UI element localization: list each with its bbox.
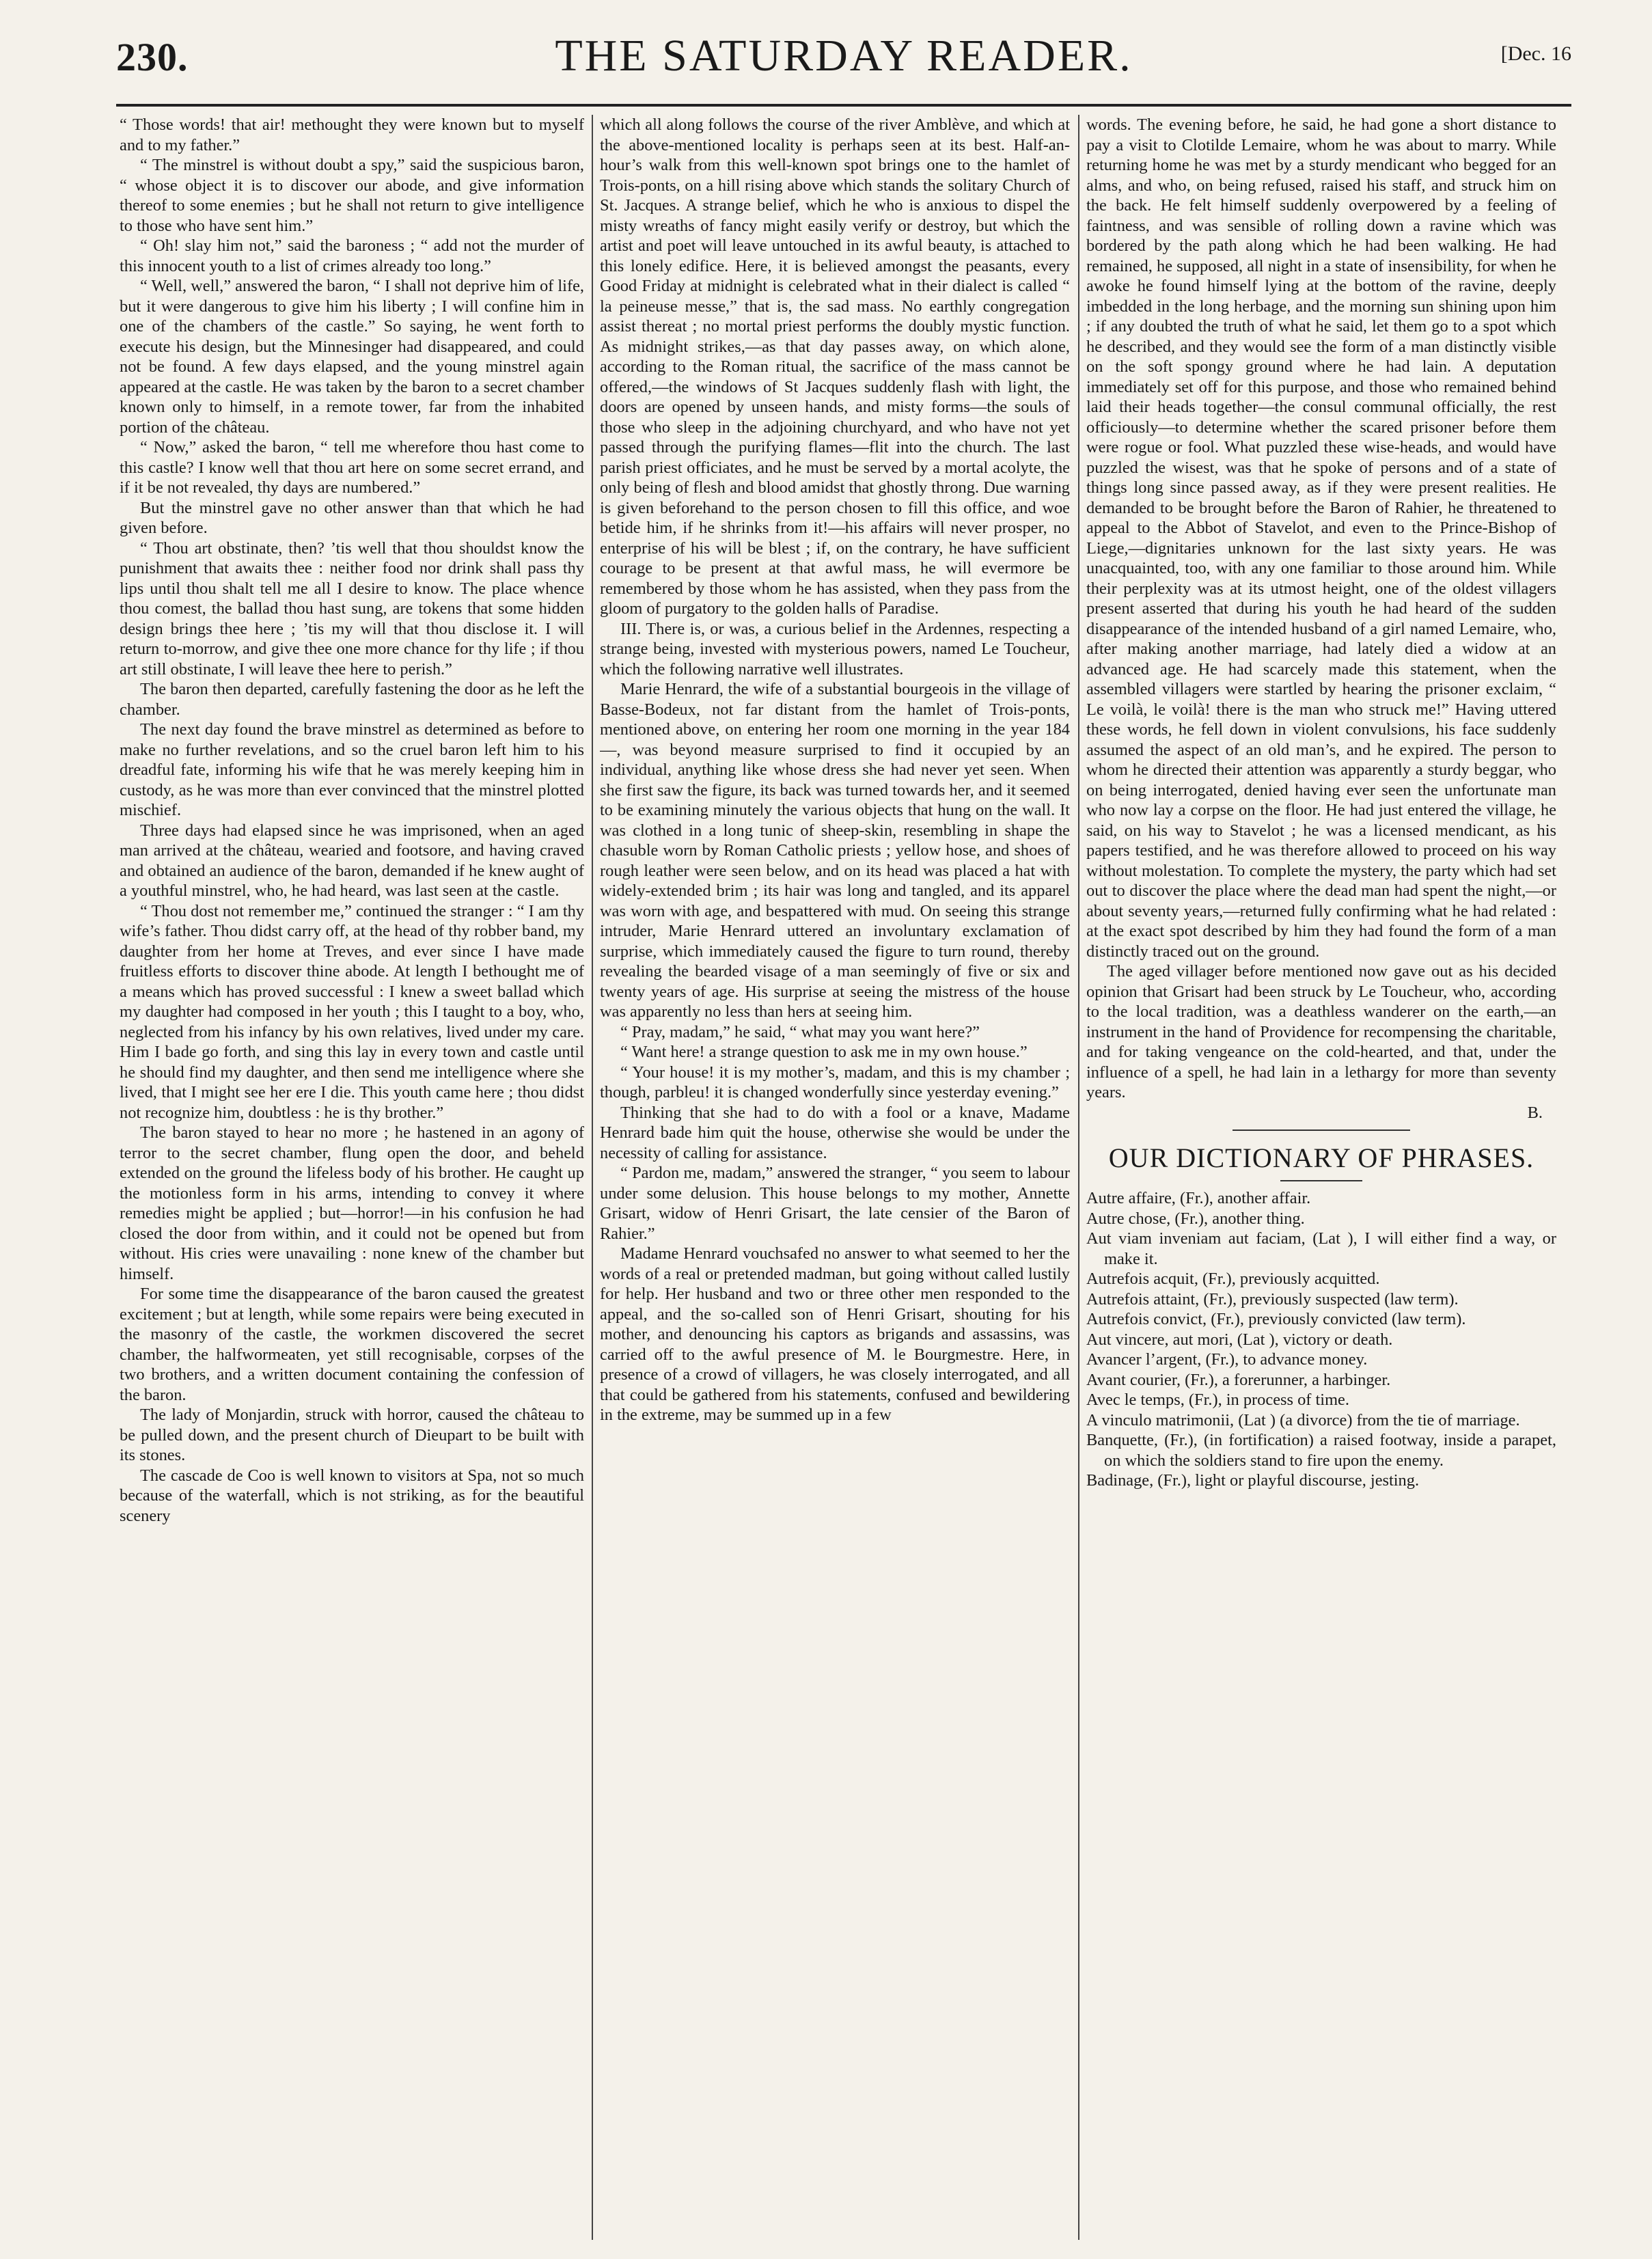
dictionary-entry: Badinage, (Fr.), light or playful discourse, jesting. — [1086, 1471, 1420, 1490]
column-divider — [1078, 115, 1079, 2240]
paragraph: The baron then departed, carefully fastening the door as he left the chamber. — [120, 680, 584, 719]
paragraph: which all along follows the course of the river Amblève, and which at the above-mentioned locality is perhaps seen at its best. Half-an-hour’s walk from this well-known spot brings one to the hamlet of Trois-ponts, on a hill rising above which stands the solitary Church of St. Jacques. A strange belief, which he who is anxious to dispel the misty wreaths of fancy might easily verify or destroy, but which the artist and poet will leave untouched in its awful beauty, is attached to this lonely edifice. Here, it is believed amongst the peasants, every Good Friday at midnight is celebrated what in their dialect is called “ la peineuse messe,” that is, the sad mass. No earthly congregation assist thereat ; no mortal priest performs the doubly mystic function. As midnight strikes,—as that day passes away, on which alone, according to the Roman ritual, the sacrifice of the mass cannot be offered,—the windows of St Jacques suddenly flash with light, the doors are opened by unseen hands, and misty forms—the souls of those who sleep in the adjoining churchyard, and who have not yet passed through the purifying flames—flit into the church. The last parish priest officiates, and he must be served by a mortal acolyte, the only being of flesh and blood amidst that ghostly throng. Due warning is given beforehand to the person chosen to fill this office, and woe betide him, if he shrinks from it!—his affairs will never prosper, no enterprise of his will be blest ; if, on the contrary, he have sufficient courage to be present at that awful mass, he will evermore be remembered by those whom he has assisted, when they pass from the gloom of purgatory to the golden halls of Paradise. — [600, 115, 1070, 618]
dictionary-entry: Aut viam inveniam aut faciam, (Lat ), I will either find a way, or make it. — [1086, 1229, 1556, 1268]
paragraph: The baron stayed to hear no more ; he hastened in an agony of terror to the secret chamber, flung open the door, and beheld extended on the ground the lifeless body of his brother. He caught up the motionless form in his arms, intending to convey it where remedies might be applied ; but—horror!—in his confusion he had closed the door from within, and it could not be opened but from without. His cries were unavailing : none knew of the chamber but himself. — [120, 1123, 584, 1283]
paragraph: Three days had elapsed since he was imprisoned, when an aged man arrived at the château, wearied and footsore, and having craved and obtained an audience of the baron, demanded if he knew aught of a youthful minstrel, who, he had heard, was last seen at the castle. — [120, 821, 584, 900]
column-3 — [1086, 115, 1556, 2240]
paragraph: The next day found the brave minstrel as determined as before to make no further revelations, and so the cruel baron left him to his dreadful fate, informing his wife that he was merely keeping him in custody, as he was more than ever convinced that the minstrel plotted mischief. — [120, 720, 584, 819]
paragraph: “ Pardon me, madam,” answered the stranger, “ you seem to labour under some delusion. This house belongs to my mother, Annette Grisart, widow of Henri Grisart, the late censier of the Baron of Rahier.” — [600, 1164, 1070, 1243]
dictionary-entry: Avec le temps, (Fr.), in process of time. — [1086, 1391, 1349, 1409]
paragraph: Thinking that she had to do with a fool or a knave, Madame Henrard bade him quit the house, otherwise she would be under the necessity of calling for assistance. — [600, 1103, 1070, 1162]
paragraph: “ Thou art obstinate, then? ’tis well that thou shouldst know the punishment that awaits thee : neither food nor drink shall pass thy lips until thou shalt tell me all I desire to know. The place whence thou comest, the ballad thou hast sung, are tokens that some hidden design brings thee here ; ’tis my will that thou disclose it. I will return to-morrow, and give thee one more chance for thy life ; if thou art still obstinate, I will leave thee here to perish.” — [120, 538, 584, 679]
dictionary-entry: Autre chose, (Fr.), another thing. — [1086, 1209, 1305, 1228]
dictionary-entry: Aut vincere, aut mori, (Lat ), victory or death. — [1086, 1330, 1393, 1349]
dictionary-entry: A vinculo matrimonii, (Lat ) (a divorce) from the tie of marriage. — [1086, 1410, 1520, 1429]
page-number: 230. — [116, 35, 189, 79]
paragraph: “ Your house! it is my mother’s, madam, and this is my chamber ; though, parbleu! it is changed wonderfully since yesterday evening.” — [600, 1063, 1070, 1101]
paragraph: “ Want here! a strange question to ask me in my own house.” — [620, 1043, 1028, 1061]
paragraph: But the minstrel gave no other answer than that which he had given before. — [120, 498, 584, 537]
paragraph: “ Now,” asked the baron, “ tell me wherefore thou hast come to this castle? I know well that thou art here on some secret errand, and if it be not revealed, thy days are numbered.” — [120, 438, 584, 497]
dictionary-title: OUR DICTIONARY OF PHRASES. — [1108, 1142, 1534, 1173]
paragraph: The lady of Monjardin, struck with horror, caused the château to be pulled down, and the present church of Dieupart to be built with its stones. — [120, 1406, 584, 1464]
section-divider — [1280, 1180, 1362, 1181]
paragraph: The cascade de Coo is well known to visitors at Spa, not so much because of the waterfall, which is not striking, as for the beautiful scenery — [120, 1466, 584, 1525]
dictionary-list — [1086, 1188, 1556, 1491]
column-2 — [600, 115, 1070, 2240]
issue-date: [Dec. 16 — [1500, 42, 1571, 65]
paragraph: Madame Henrard vouchsafed no answer to what seemed to her the words of a real or pretended madman, but going without called lustily for help. Her husband and two or three other men responded to the appeal, and the so-called son of Henri Grisart, shouting for his mother, and denouncing his captors as brigands and assassins, was carried off to the awful presence of M. le Bourgmestre. Here, in presence of a crowd of villagers, he was closely interrogated, and all that could be gathered from his statements, confused and bewildering in the extreme, may be summed up in a few — [600, 1244, 1070, 1424]
paragraph: “ Well, well,” answered the baron, “ I shall not deprive him of life, but it were dangerous to give him his liberty ; I will confine him in one of the chambers of the castle.” So saying, he went forth to execute his design, but the Minnesinger had disappeared, and could not be found. A few days elapsed, and the young minstrel again appeared at the castle. He was taken by the baron to a secret chamber known only to himself, in a remote tower, far from the inhabited portion of the château. — [120, 277, 584, 437]
dictionary-entry: Autrefois acquit, (Fr.), previously acquitted. — [1086, 1270, 1380, 1288]
header-rule — [116, 104, 1571, 107]
paragraph: words. The evening before, he said, he had gone a short distance to pay a visit to Clotilde Lemaire, whom he was about to marry. While returning home he was met by a sturdy mendicant who begged for an alms, and who, on being refused, raised his staff, and struck him on the back. He felt himself suddenly overpowered by a feeling of faintness, and was sensible of rolling down a ravine which was bordered by the path along which he had been walking. He had remained, he supposed, all night in a state of insensibility, for when he awoke he found himself lying at the bottom of the ravine, deeply imbedded in the long herbage, and the morning sun shining upon him ; if any doubted the truth of what he said, let them go to a spot which he described, and they would see the form of a man distinctly visible on the soft spongy ground where he had lain. A deputation immediately set off for this purpose, and those who remained behind laid their heads together—the consul communal officially, the rest officiously—to determine whether the scared prisoner before them were rogue or fool. What puzzled these wise-heads, and would have puzzled the wisest, was that he spoke of persons and of a state of things long since passed away, as if they were present realities. He demanded to be brought before the Baron of Rahier, he threatened to appeal to the Abbot of Stavelot, and even to the Prince-Bishop of Liege,—dignitaries unknown for the last sixty years. He was unacquainted, too, with any one familiar to those around him. While their perplexity was at its utmost height, one of the oldest villagers present asserted that during his youth he had heard of the sudden disappearance of the intended husband of a girl named Lemaire, who, after making another marriage, had lately died a widow at an advanced age. He had scarcely made this statement, when the assembled villagers were startled by hearing the prisoner exclaim, “ Le voilà, le voilà! there is the man who struck me!” Having uttered these words, he fell down in violent convulsions, his face suddenly assumed the aspect of an old man’s, and he expired. The person to whom he directed their attention was apparently a sturdy beggar, who on being interrogated, denied having ever seen the unfortunate man who now lay a corpse on the floor. He had just entered the village, he said, on his way to Stavelot ; he was a licensed mendicant, as his papers testified, and he was therefore allowed to proceed on his way without molestation. To complete the mystery, the party which had set out to discover the place where the dead man had spent the night,—or about seventy years,—returned fully confirming what he had related : at the exact spot described by him they had found the form of a man distinctly traced out on the ground. — [1086, 115, 1556, 961]
paragraph: “ The minstrel is without doubt a spy,” said the suspicious baron, “ whose object it is to discover our abode, and give information thereof to some enemies ; but he shall not return to give intelligence to those who have sent him.” — [120, 156, 584, 235]
paragraph: “ Those words! that air! methought they were known but to myself and to my father.” — [120, 115, 584, 154]
paragraph: “ Oh! slay him not,” said the baroness ; “ add not the murder of this innocent youth to a list of crimes already too long.” — [120, 236, 584, 275]
column-divider — [592, 115, 593, 2240]
dictionary-entry: Avant courier, (Fr.), a forerunner, a harbinger. — [1086, 1370, 1391, 1389]
paragraph: Marie Henrard, the wife of a substantial bourgeois in the village of Basse-Bodeux, not far distant from the hamlet of Trois-ponts, mentioned above, on entering her room one morning in the year 184—, was beyond measure surprised to find it occupied by an individual, anything like whose dress she had never yet seen. When she first saw the figure, its back was turned towards her, and it seemed to be examining minutely the various objects that hung on the wall. It was clothed in a long tunic of sheep-skin, resembling in shape the chasuble worn by Roman Catholic priests ; yellow hose, and shoes of rough leather were seen below, and on its head was placed a hat with widely-extended brim ; its hair was long and tangled, and its apparel was worn with age, and bespattered with mud. On seeing this strange intruder, Marie Henrard uttered an involuntary exclamation of surprise, which immediately caused the figure to turn round, thereby revealing the bearded visage of a man seemingly of five or six and twenty years of age. His surprise at seeing the mistress of the house was apparently no less than hers at seeing him. — [600, 680, 1070, 1021]
paragraph: “ Thou dost not remember me,” continued the stranger : “ I am thy wife’s father. Thou didst carry off, at the head of thy robber band, my daughter from her home at Treves, and ever since I have made fruitless efforts to discover thine abode. At length I bethought me of a means which has proved successful : I knew a sweet ballad which my daughter had composed in her youth ; this I taught to a boy, who, neglected from his infancy by his own relatives, lived under my care. Him I bade go forth, and sing this lay in every town and castle until he should find my daughter, and then send me intelligence where she lived, that I might see her ere I die. This youth came here ; thou didst not recognize him, doubtless : he is thy brother.” — [120, 901, 584, 1122]
paragraph: III. There is, or was, a curious belief in the Ardennes, respecting a strange being, invested with mysterious powers, named Le Toucheur, which the following narrative well illustrates. — [600, 619, 1070, 679]
dictionary-entry: Avancer l’argent, (Fr.), to advance money. — [1086, 1350, 1368, 1369]
dictionary-entry: Autre affaire, (Fr.), another affair. — [1086, 1189, 1311, 1207]
dictionary-entry: Autrefois attaint, (Fr.), previously suspected (law term). — [1086, 1289, 1459, 1309]
paragraph: For some time the disappearance of the baron caused the greatest excitement ; but at length, while some repairs were being executed in the masonry of the castle, the workmen discovered the secret chamber, the halfwormeaten, yet still recognisable, corpses of the two brothers, and a written document containing the confession of the baron. — [120, 1285, 584, 1404]
section-divider — [1233, 1130, 1410, 1131]
masthead — [116, 30, 1571, 105]
paragraph: “ Pray, madam,” he said, “ what may you want here?” — [620, 1022, 980, 1041]
column-1 — [120, 115, 584, 2240]
paragraph: The aged villager before mentioned now gave out as his decided opinion that Grisart had been struck by Le Toucheur, who, according to the local tradition, was a deathless wanderer on the earth,—an instrument in the hand of Providence for recompensing the charitable, and for taking vengeance on the cold-hearted, and that, under the influence of a spell, he had lain in a lethargy for more than seventy years. — [1086, 962, 1556, 1101]
author-signature: B. — [1527, 1103, 1543, 1122]
dictionary-entry: Autrefois convict, (Fr.), previously convicted (law term). — [1086, 1310, 1466, 1328]
dictionary-entry: Banquette, (Fr.), (in fortification) a raised footway, inside a parapet, on which the soldiers stand to fire upon the enemy. — [1086, 1431, 1556, 1470]
publication-title: THE SATURDAY READER. — [555, 31, 1133, 81]
